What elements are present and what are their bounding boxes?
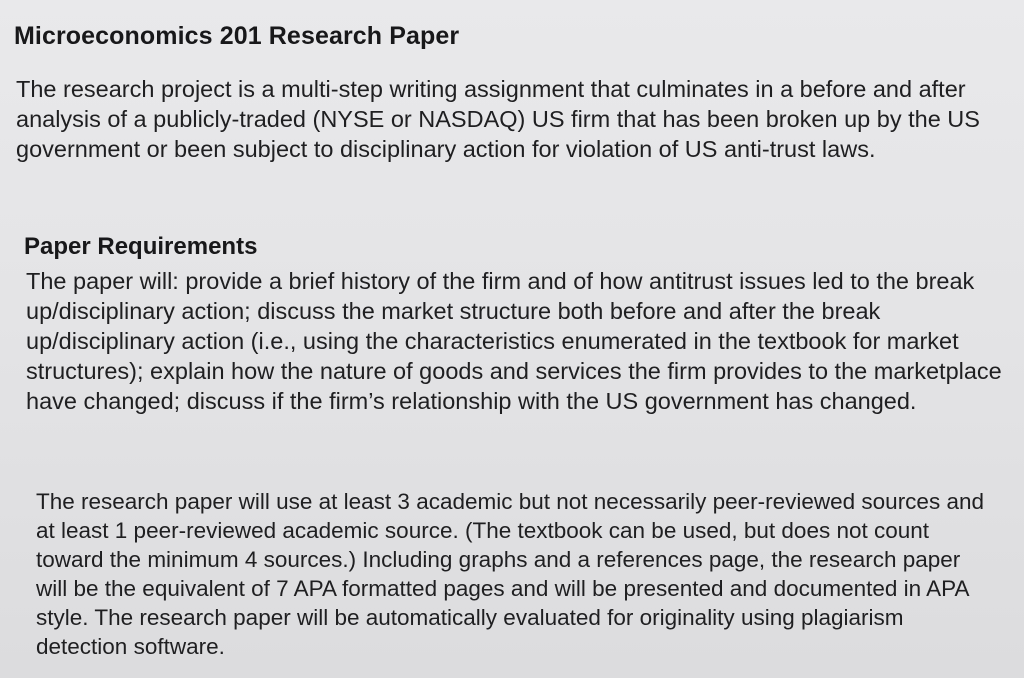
intro-paragraph: The research project is a multi-step writing assignment that culminates in a before and after analysis of a publicly-traded (NYSE or NASDAQ) US firm that has been broken up by the US government or been subject to disciplinary action for violation of US anti-trust laws. [16,76,980,162]
requirements-paragraph: The paper will: provide a brief history of the firm and of how antitrust issues led to the break up/disciplinary action; discuss the market structure both before and after the break up/disciplinary action (i.e., using the characteristics enumerated in the textbook for market structures); explain how the nature of goods and services the firm provides to the marketplace have changed; discuss if the firm’s relationship with the US government has changed. [26,268,1002,414]
sources-paragraph: The research paper will use at least 3 academic but not necessarily peer-reviewed sources and at least 1 peer-reviewed academic source. (The textbook can be used, but does not count toward the minimum 4 sources.) Including graphs and a references page, the research paper will be the equivalent of 7 APA formatted pages and will be presented and documented in APA style. The research paper will be automatically evaluated for originality using plagiarism detection software. [36,489,984,659]
section-heading-paper-requirements: Paper Requirements [24,233,258,260]
page-title: Microeconomics 201 Research Paper [14,22,460,50]
